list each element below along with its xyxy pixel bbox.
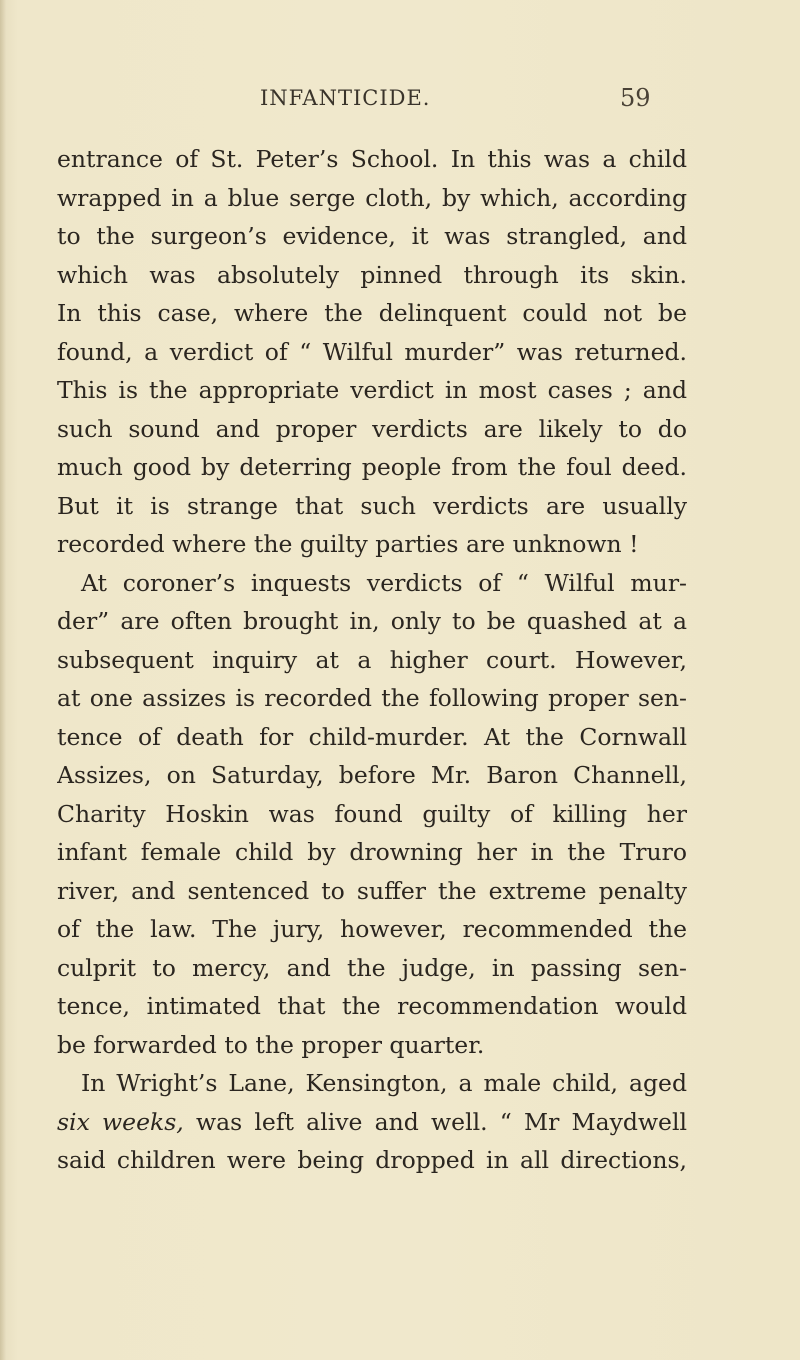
running-title: INFANTICIDE. bbox=[260, 86, 431, 110]
text-line: recorded where the guilty parties are unknown ! bbox=[57, 530, 639, 558]
text-line: tence of death for child-murder. At the Cornwall bbox=[57, 722, 687, 751]
text-line: wrapped in a blue serge cloth, by which, according bbox=[57, 183, 687, 212]
text-line: infant female child by drowning her in the Truro bbox=[57, 838, 687, 866]
text-line: of the law. The jury, however, recommended the bbox=[57, 915, 687, 943]
text-line-rest: was left alive and well. “ Mr Maydwell bbox=[183, 1107, 687, 1136]
running-head bbox=[0, 86, 800, 120]
text-line: much good by deterring people from the foul deed. bbox=[57, 453, 687, 481]
text-line: to the surgeon’s evidence, it was strangled, and bbox=[57, 222, 687, 250]
text-line: river, and sentenced to suffer the extreme penalty bbox=[57, 876, 687, 905]
text-line bbox=[57, 1103, 687, 1142]
text-line: entrance of St. Peter’s School. In this was a child bbox=[57, 145, 687, 173]
text-line: In this case, where the delinquent could not be bbox=[57, 299, 687, 327]
text-line: But it is strange that such verdicts are usually bbox=[57, 491, 687, 520]
body-text bbox=[57, 140, 687, 1180]
text-line: culprit to mercy, and the judge, in passing sen- bbox=[57, 953, 687, 982]
text-line: said children were being dropped in all directions, bbox=[57, 1146, 687, 1174]
text-line: Assizes, on Saturday, before Mr. Baron Channell, bbox=[57, 761, 687, 789]
text-line: which was absolutely pinned through its skin. bbox=[57, 260, 687, 289]
page-spine-shadow bbox=[0, 0, 6, 1360]
text-line: such sound and proper verdicts are likely to do bbox=[57, 414, 687, 443]
text-line: In Wright’s Lane, Kensington, a male child, aged bbox=[81, 1069, 687, 1097]
text-line: der” are often brought in, only to be quashed at a bbox=[57, 607, 687, 635]
italic-phrase: six weeks, bbox=[57, 1107, 184, 1136]
text-line: be forwarded to the proper quarter. bbox=[57, 1030, 485, 1059]
text-line: at one assizes is recorded the following proper sen- bbox=[57, 684, 687, 712]
text-line: found, a verdict of “ Wilful murder” was returned. bbox=[57, 337, 687, 366]
text-line: tence, intimated that the recommendation would bbox=[57, 992, 687, 1020]
page-number: 59 bbox=[620, 84, 651, 112]
text-line: Charity Hoskin was found guilty of killing her bbox=[57, 799, 687, 828]
text-line: At coroner’s inquests verdicts of “ Wilful mur- bbox=[81, 568, 687, 597]
text-line: This is the appropriate verdict in most cases ; and bbox=[57, 376, 687, 404]
text-line: subsequent inquiry at a higher court. However, bbox=[57, 645, 687, 674]
